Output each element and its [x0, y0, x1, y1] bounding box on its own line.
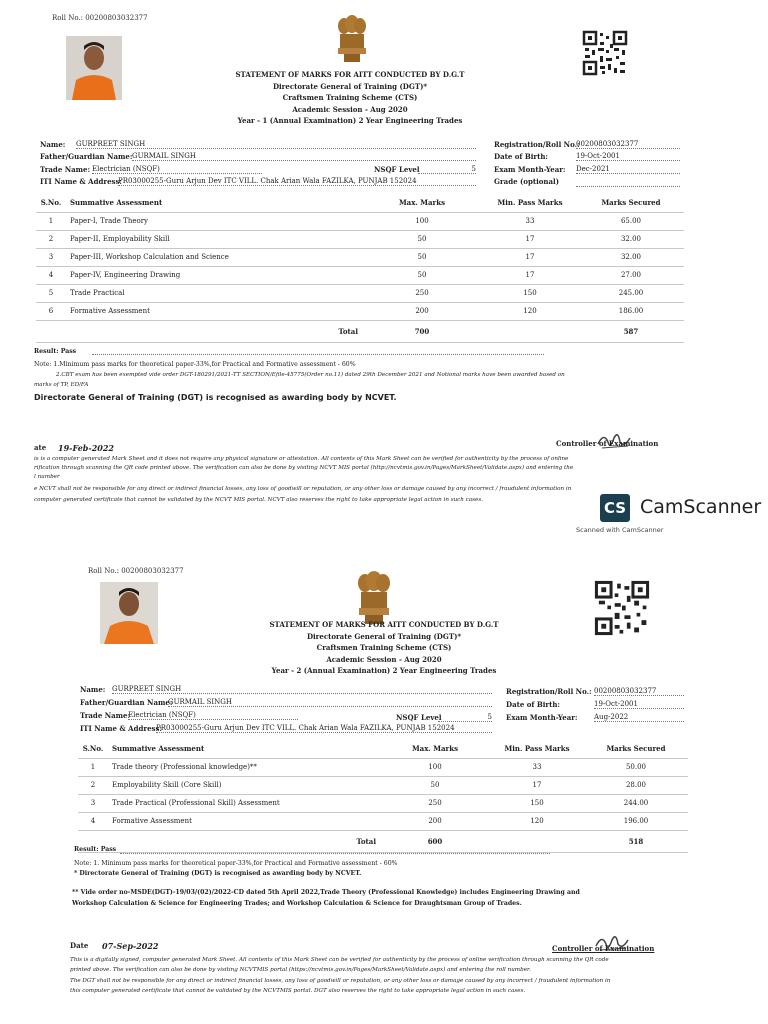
- note-3: marks of TP, ED/FA: [34, 382, 89, 388]
- disclaimer-3: The DGT shall not be responsible for any direct or indirect financial losses, any loss of goodwill or reputation, or any other loss or damage caused by any incorrect / fraudulent information in: [70, 978, 611, 984]
- table-row: [78, 812, 688, 830]
- name-label: Name:: [40, 140, 66, 149]
- cell-max: 250: [362, 284, 482, 302]
- exam-label: Exam Month-Year:: [506, 713, 578, 722]
- cell-subject: Formative Assessment: [66, 302, 362, 320]
- th-assessment: Summative Assessment: [66, 194, 362, 212]
- th-max: Max. Marks: [380, 740, 490, 758]
- roll-header: Roll No.: 00200803032377: [88, 567, 184, 575]
- table-row: [78, 776, 688, 794]
- note-2: * Directorate General of Training (DGT) is recognised as awarding body by NCVET.: [74, 870, 362, 877]
- th-min: Min. Pass Marks: [482, 194, 578, 212]
- exam-value: Aug-2022: [594, 713, 684, 722]
- camscanner-label: CamScanner: [640, 496, 762, 518]
- cell-secured: 196.00: [584, 812, 688, 830]
- table-row: [36, 284, 684, 302]
- recognised-text: Directorate General of Training (DGT) is recognised as awarding body by NCVET.: [34, 393, 397, 402]
- cell-min: 33: [482, 212, 578, 230]
- disclaimer-5: computer generated certificate that cannot be validated by the NCVT MIS portal. NCVT also reserves the right to take appropriate legal action in such cases.: [34, 497, 483, 503]
- cell-secured: 32.00: [578, 230, 684, 248]
- cell-max: 250: [380, 794, 490, 812]
- dob-label: Date of Birth:: [494, 152, 549, 161]
- name-value: GURPREET SINGH: [112, 685, 492, 694]
- cell-min: 17: [482, 266, 578, 284]
- date-label: Date: [70, 941, 89, 950]
- cell-sno: 1: [78, 758, 108, 776]
- date-value: 07-Sep-2022: [102, 941, 159, 951]
- camscanner-sub: Scanned with CamScanner: [576, 526, 664, 534]
- cell-subject: Trade Practical (Professional Skill) Assessment: [108, 794, 380, 812]
- cell-min: 120: [482, 302, 578, 320]
- vide-order-1: ** Vide order no-MSDE(DGT)-19/03/(02)/2022-CD dated 5th April 2022,Trade Theory (Professional Knowledge) includes Engineering Drawing and: [72, 889, 580, 896]
- disclaimer-2: printed above. The verification can also be done by visiting NCVTMIS portal (https://ncvtmis.gov.in/Pages/MarkSheet/Validate.aspx) and entering the roll number.: [70, 967, 531, 973]
- cell-min: 17: [482, 248, 578, 266]
- scheme-title: Craftsmen Training Scheme (CTS): [282, 93, 418, 102]
- cell-secured: 244.00: [584, 794, 688, 812]
- total-max: 700: [362, 320, 482, 342]
- cell-secured: 28.00: [584, 776, 688, 794]
- camscanner-logo-icon: CS: [600, 494, 630, 522]
- cell-secured: 65.00: [578, 212, 684, 230]
- disclaimer-4: this computer generated certificate that cannot be validated by the NCVTMIS portal. DGT also reserves the right to take appropriate legal action in such cases.: [70, 988, 526, 994]
- cell-subject: Paper-IV, Engineering Drawing: [66, 266, 362, 284]
- iti-value: PR03000255-Guru Arjun Dev ITC VILL. Chak Arian Wala FAZILKA, PUNJAB 152024: [156, 724, 492, 733]
- scheme-title: Craftsmen Training Scheme (CTS): [316, 643, 452, 652]
- trade-value: Electrician (NSQF): [92, 165, 262, 174]
- cell-subject: Trade Practical: [66, 284, 362, 302]
- statement-title: STATEMENT OF MARKS FOR AITT CONDUCTED BY D.G.T: [235, 70, 465, 79]
- iti-value: PR03000255-Guru Arjun Dev ITC VILL. Chak Arian Wala FAZILKA, PUNJAB 152024: [118, 177, 476, 186]
- total-row: [36, 320, 684, 342]
- statement-header: [200, 69, 500, 127]
- exam-label: Exam Month-Year:: [494, 165, 566, 174]
- dgt-title: Directorate General of Training (DGT)*: [272, 81, 428, 91]
- table-row: [36, 302, 684, 320]
- cell-subject: Paper-II, Employability Skill: [66, 230, 362, 248]
- father-label: Father/Guardian Name:: [80, 698, 173, 707]
- result-text: Result: Pass: [34, 348, 77, 355]
- cell-secured: 50.00: [584, 758, 688, 776]
- father-label: Father/Guardian Name:: [40, 152, 133, 161]
- note-1: Note: 1.Minimum pass marks for theoretical paper-33%,for Practical and Formative assessment - 60%: [34, 361, 356, 368]
- note-2: 2.CBT exam has been exempted vide order DGT-180291/2021-TT SECTION/Efile-45775(Order no.11) dated 29th December 2021 and Notional marks have been awarded based on: [56, 372, 565, 378]
- cell-min: 150: [490, 794, 584, 812]
- table-row: [78, 758, 688, 776]
- th-max: Max. Marks: [362, 194, 482, 212]
- trade-label: Trade Name:: [80, 711, 131, 720]
- reg-label: Registration/Roll No.:: [506, 687, 592, 696]
- cell-min: 120: [490, 812, 584, 830]
- national-emblem-icon: [354, 570, 394, 626]
- cell-min: 150: [482, 284, 578, 302]
- cell-secured: 245.00: [578, 284, 684, 302]
- marksheet-year-2: [0, 530, 768, 1024]
- cell-sno: 4: [36, 266, 66, 284]
- disclaimer-1: This is a digitally signed, computer generated Mark Sheet. All contents of this Mark Sheet can be verified for authenticity by the process of online verification through scanning the QR code: [70, 957, 609, 963]
- result-line: [120, 853, 550, 854]
- cell-max: 50: [380, 776, 490, 794]
- cell-sno: 1: [36, 212, 66, 230]
- table-row: [36, 212, 684, 230]
- total-secured: 518: [584, 830, 688, 852]
- table-row: [36, 248, 684, 266]
- result-line: [92, 354, 544, 355]
- total-row: [78, 830, 688, 852]
- cell-sno: 2: [78, 776, 108, 794]
- cell-secured: 27.00: [578, 266, 684, 284]
- nsqf-label: NSQF Level: [396, 713, 442, 722]
- iti-label: ITI Name & Address:: [40, 177, 123, 186]
- cell-secured: 32.00: [578, 248, 684, 266]
- trade-label: Trade Name:: [40, 165, 91, 174]
- exam-value: Dec-2021: [576, 165, 680, 174]
- cell-max: 200: [362, 302, 482, 320]
- cell-min: 33: [490, 758, 584, 776]
- roll-header: Roll No.: 00200803032377: [52, 14, 148, 22]
- reg-value: 00200803032377: [594, 687, 684, 696]
- dgt-title: Directorate General of Training (DGT)*: [306, 631, 462, 641]
- father-value: GURMAIL SINGH: [132, 152, 476, 161]
- candidate-photo: [100, 582, 158, 644]
- name-label: Name:: [80, 685, 106, 694]
- total-secured: 587: [578, 320, 684, 342]
- dob-label: Date of Birth:: [506, 700, 561, 709]
- controller-label: Controller of Examination: [552, 944, 655, 953]
- table-row: [78, 794, 688, 812]
- year-title: Year - 2 (Annual Examination) 2 Year Engineering Trades: [271, 666, 497, 675]
- marks-table: [78, 740, 688, 853]
- cell-subject: Employability Skill (Core Skill): [108, 776, 380, 794]
- cell-max: 50: [362, 266, 482, 284]
- controller-label: Controller of Examination: [556, 439, 659, 448]
- statement-header: [234, 619, 534, 677]
- cell-sno: 4: [78, 812, 108, 830]
- cell-min: 17: [490, 776, 584, 794]
- table-header-row: [78, 740, 688, 758]
- candidate-photo: [66, 36, 122, 100]
- dob-value: 19-Oct-2001: [576, 152, 680, 161]
- national-emblem-icon: [334, 14, 370, 64]
- th-sno: S.No.: [78, 740, 108, 758]
- th-assessment: Summative Assessment: [108, 740, 380, 758]
- date-value: 19-Feb-2022: [58, 443, 114, 453]
- cell-subject: Trade theory (Professional knowledge)**: [108, 758, 380, 776]
- year-title: Year - 1 (Annual Examination) 2 Year Engineering Trades: [237, 116, 463, 125]
- iti-label: ITI Name & Address:: [80, 724, 163, 733]
- total-label: Total: [66, 320, 362, 342]
- th-min: Min. Pass Marks: [490, 740, 584, 758]
- session-title: Academic Session - Aug 2020: [292, 104, 408, 114]
- nsqf-value: 5: [438, 713, 492, 722]
- cell-sno: 3: [36, 248, 66, 266]
- table-row: [36, 230, 684, 248]
- cell-max: 50: [362, 230, 482, 248]
- grade-label: Grade (optional): [494, 177, 560, 186]
- th-sno: S.No.: [36, 194, 66, 212]
- cell-max: 100: [380, 758, 490, 776]
- cell-sno: 5: [36, 284, 66, 302]
- statement-title: STATEMENT OF MARKS FOR AITT CONDUCTED BY D.G.T: [269, 620, 499, 629]
- trade-value: Electrician (NSQF): [128, 711, 298, 720]
- cell-max: 100: [362, 212, 482, 230]
- cell-subject: Paper-III, Workshop Calculation and Science: [66, 248, 362, 266]
- disclaimer-3: l number: [34, 474, 60, 480]
- date-label: ate: [34, 443, 47, 452]
- grade-value: [576, 177, 680, 187]
- table-row: [36, 266, 684, 284]
- cell-sno: 2: [36, 230, 66, 248]
- session-title: Academic Session - Aug 2020: [326, 654, 442, 664]
- th-secured: Marks Secured: [578, 194, 684, 212]
- name-value: GURPREET SINGH: [76, 140, 476, 149]
- qr-code-icon[interactable]: [594, 580, 650, 636]
- cell-subject: Formative Assessment: [108, 812, 380, 830]
- cell-sno: 6: [36, 302, 66, 320]
- disclaimer-4: e NCVT shall not be responsible for any direct or indirect financial losses, any loss of goodwill or reputation, or any other loss or damage caused by any incorrect / fraudulent information in: [34, 486, 572, 492]
- cell-secured: 186.00: [578, 302, 684, 320]
- note-1: Note: 1. Minimum pass marks for theoretical paper-33%,for Practical and Formative assessment - 60%: [74, 860, 398, 867]
- cell-max: 200: [380, 812, 490, 830]
- reg-label: Registration/Roll No.:: [494, 140, 580, 149]
- vide-order-2: Workshop Calculation & Science for Engineering Trades; and Workshop Calculation & Science for Draughtsman Group of Trades.: [72, 900, 522, 907]
- cell-min: 17: [482, 230, 578, 248]
- disclaimer-1: is is a computer generated Mark Sheet and it does not require any physical signature or attestation. All contents of this Mark Sheet can be verified for authenticity by the process of online: [34, 456, 569, 462]
- nsqf-label: NSQF Level: [374, 165, 420, 174]
- marks-table: [36, 194, 684, 343]
- qr-code-icon[interactable]: [582, 30, 628, 76]
- table-header-row: [36, 194, 684, 212]
- cell-max: 50: [362, 248, 482, 266]
- dob-value: 19-Oct-2001: [594, 700, 684, 709]
- nsqf-value: 5: [418, 165, 476, 174]
- cell-sno: 3: [78, 794, 108, 812]
- cell-subject: Paper-I, Trade Theory: [66, 212, 362, 230]
- result-text: Result: Pass: [74, 846, 117, 853]
- total-max: 600: [380, 830, 490, 852]
- father-value: GURMAIL SINGH: [168, 698, 492, 707]
- disclaimer-2: rification through scanning the QR code printed above. The verification can also be done by visiting NCVT MIS portal (http://ncvtmis.gov.in/Pages/MarkSheet/Validate.aspx) and entering the: [34, 465, 574, 471]
- th-secured: Marks Secured: [584, 740, 688, 758]
- reg-value: 00200803032377: [576, 140, 680, 149]
- total-label: Total: [108, 830, 380, 852]
